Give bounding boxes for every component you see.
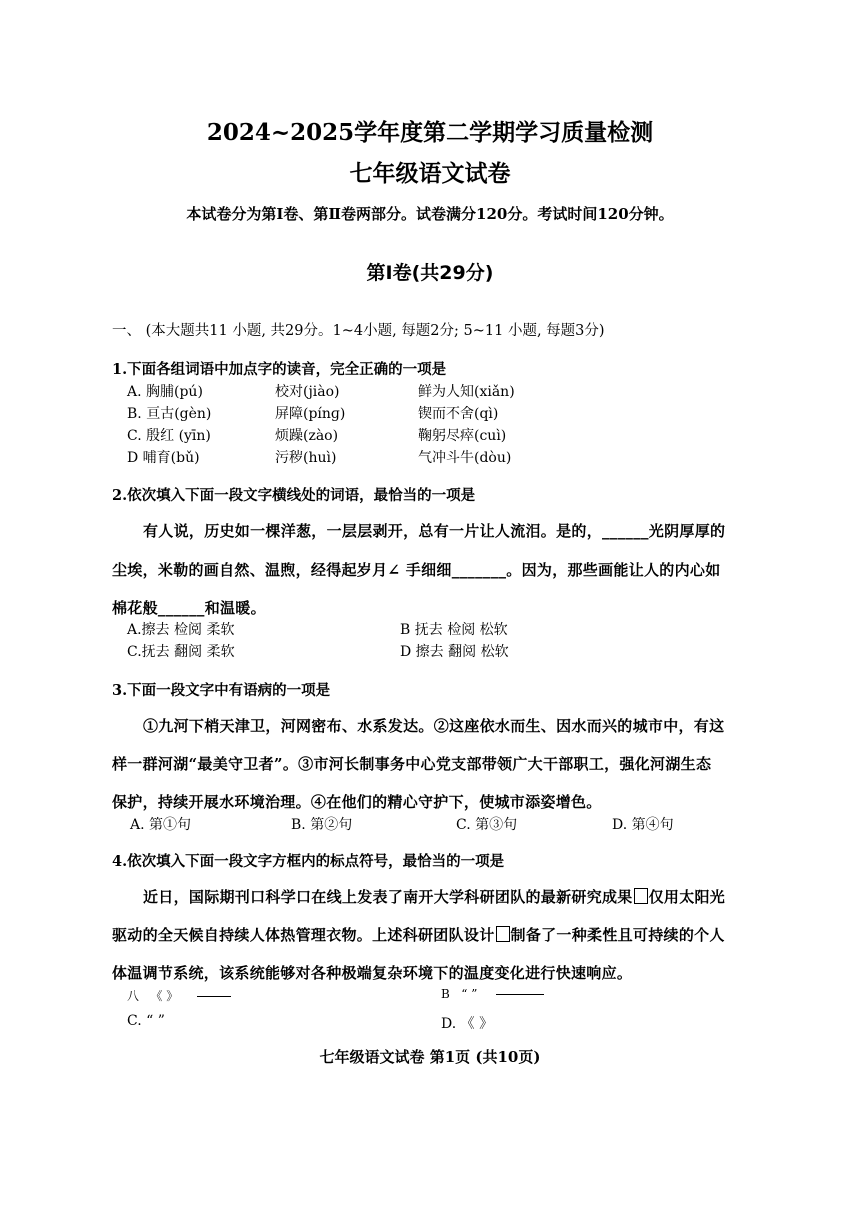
exam-subtitle: 七年级语文试卷 [349, 160, 511, 187]
q4-option-b-label: B [441, 987, 450, 1001]
q4-option-a [127, 987, 231, 1004]
exam-instructions: 本试卷分为第Ⅰ卷、第Ⅱ卷两部分。试卷满分120分。考试时间120分钟。 [186, 205, 674, 223]
q4-passage-line-2-text-b: 制备了一种柔性且可持续的个人 [510, 926, 725, 944]
q4-passage-line-2 [112, 924, 725, 945]
q4-passage-line-2-text-a: 驱动的全天候自持续人体热管理衣物。上述科研团队设计 [112, 926, 495, 944]
q1-option-d-word1: D 哺育(bǔ) [127, 450, 200, 466]
dash-mark [496, 994, 544, 995]
question-2-stem: 2.依次填入下面一段文字横线处的词语，最恰当的一项是 [112, 487, 476, 504]
q3-passage-line-3: 保护，持续开展水环境治理。④在他们的精心守护下，使城市添姿增色。 [112, 793, 602, 811]
question-1-stem: 1.下面各组词语中加点字的读音，完全正确的一项是 [112, 361, 447, 378]
q1-option-c-word3: 鞠躬尽瘁(cuì) [418, 428, 507, 444]
q4-passage-line-3: 体温调节系统，该系统能够对各种极端复杂环境下的温度变化进行快速响应。 [112, 964, 633, 982]
q2-passage-line-2: 尘埃，米勒的画自然、温煦，经得起岁月∠ 手细细_______。因为，那些画能让人的内心如 [112, 561, 721, 579]
q4-option-b [441, 987, 544, 1001]
q3-option-a: A. 第①句 [130, 817, 192, 833]
answer-box [496, 926, 510, 942]
q2-option-b: B 抚去 检阅 松软 [400, 622, 508, 638]
q2-option-c: C.抚去 翻阅 柔软 [127, 644, 235, 660]
q4-option-d: D. 《 》 [441, 1016, 494, 1032]
q2-passage-line-1: 有人说，历史如一棵洋葱，一层层剥开，总有一片让人流泪。是的，______光阴厚厚的 [143, 522, 726, 540]
q1-option-c-word2: 烦躁(zào) [275, 428, 339, 444]
q1-option-b-word1: B. 亘古(gèn) [127, 406, 212, 422]
q2-option-d: D 擦去 翻阅 松软 [400, 644, 509, 660]
exam-title: 2024~2025学年度第二学期学习质量检测 [206, 119, 654, 146]
q1-option-a-word3: 鲜为人知(xiǎn) [418, 384, 515, 400]
q1-option-a-word1: A. 胸脯(pú) [127, 384, 203, 400]
question-4-stem: 4.依次填入下面一段文字方框内的标点符号，最恰当的一项是 [112, 853, 505, 870]
q3-option-b: B. 第②句 [291, 817, 353, 833]
q1-option-a-word2: 校对(jiào) [275, 384, 340, 400]
q3-passage-line-1: ①九河下梢天津卫，河网密布、水系发达。②这座依水而生、因水而兴的城市中，有这 [143, 717, 725, 735]
q2-option-a: A.擦去 检阅 柔软 [127, 622, 235, 638]
q4-passage-line-1 [143, 886, 725, 907]
q3-option-d: D. 第④句 [612, 817, 674, 833]
q1-option-b-word3: 锲而不舍(qì) [418, 406, 499, 422]
q4-option-c: C. “ ” [127, 1013, 165, 1029]
q1-option-d-word2: 污秽(huì) [275, 450, 337, 466]
answer-box [634, 888, 648, 904]
page-footer: 七年级语文试卷 第1页 (共10页) [319, 1048, 541, 1066]
q1-option-b-word2: 屏障(pínɡ) [275, 406, 346, 422]
section-heading: 一、 (本大题共11 小题, 共29分。1~4小题, 每题2分; 5~11 小题, 每题3分) [112, 323, 605, 339]
q4-option-a-marks: 《 》 [150, 989, 179, 1003]
question-3-stem: 3.下面一段文字中有语病的一项是 [112, 682, 331, 699]
part-title: 第Ⅰ卷(共29分) [366, 262, 494, 284]
q2-passage-line-3: 棉花般______和温暖。 [112, 599, 266, 617]
dash-mark [197, 996, 231, 997]
q4-passage-line-1-text-b: 仅用太阳光 [648, 888, 726, 906]
q4-option-b-marks: “ ” [461, 987, 478, 1001]
q3-passage-line-2: 样一群河湖“最美守卫者”。③市河长制事务中心党支部带领广大干部职工，强化河湖生态 [112, 755, 712, 773]
q1-option-c-word1: C. 殷红 (yīn) [127, 428, 211, 444]
q3-option-c: C. 第③句 [456, 817, 518, 833]
q4-option-a-label: 八 [127, 989, 140, 1003]
q1-option-d-word3: 气冲斗牛(dòu) [418, 450, 512, 466]
q4-passage-line-1-text-a: 近日，国际期刊口科学口在线上发表了南开大学科研团队的最新研究成果 [143, 888, 633, 906]
